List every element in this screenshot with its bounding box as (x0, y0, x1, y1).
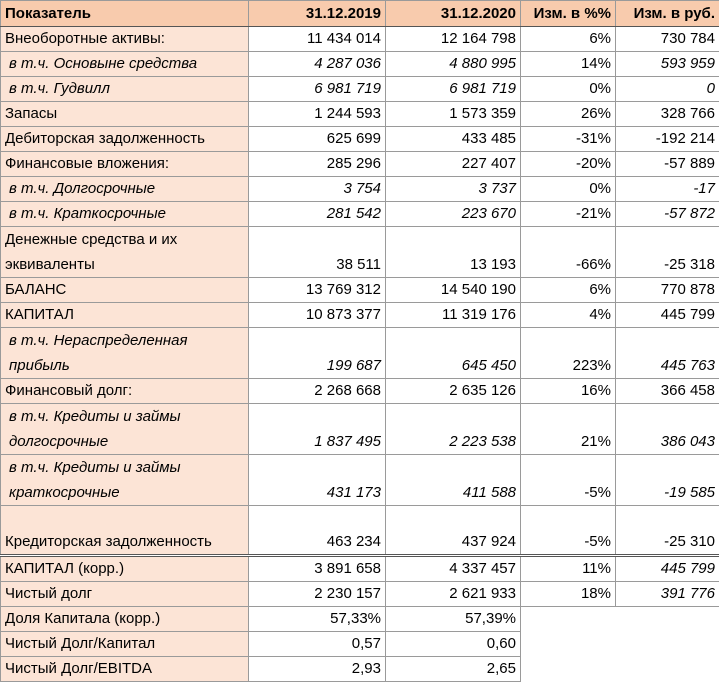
header-2019: 31.12.2019 (249, 1, 386, 27)
change-pct: -5% (521, 455, 616, 506)
row-label: КАПИТАЛ (1, 303, 249, 328)
change-rub: 445 763 (616, 328, 719, 379)
table-row (1, 582, 719, 607)
change-rub: 391 776 (616, 582, 719, 607)
value-2020: 12 164 798 (386, 27, 521, 52)
table-row (1, 227, 719, 278)
change-rub: -25 318 (616, 227, 719, 278)
row-label: Чистый долг (1, 582, 249, 607)
header-2020: 31.12.2020 (386, 1, 521, 27)
change-pct: 0% (521, 77, 616, 102)
value-2020: 2,65 (386, 657, 521, 682)
table-row (1, 27, 719, 52)
empty-cell (521, 607, 719, 632)
change-pct: 16% (521, 379, 616, 404)
value-2020: 57,39% (386, 607, 521, 632)
row-label: Чистый Долг/Капитал (1, 632, 249, 657)
value-2020: 4 880 995 (386, 52, 521, 77)
value-2019: 4 287 036 (249, 52, 386, 77)
change-rub: -25 310 (616, 506, 719, 556)
row-label: в т.ч. Кредиты и займы долгосрочные (1, 404, 249, 455)
change-pct: 6% (521, 27, 616, 52)
value-2019: 2,93 (249, 657, 386, 682)
empty-cell (521, 632, 719, 657)
value-2020: 227 407 (386, 152, 521, 177)
value-2019: 10 873 377 (249, 303, 386, 328)
value-2019: 285 296 (249, 152, 386, 177)
change-pct: 4% (521, 303, 616, 328)
row-label: БАЛАНС (1, 278, 249, 303)
value-2020: 13 193 (386, 227, 521, 278)
value-2019: 463 234 (249, 506, 386, 556)
value-2019: 6 981 719 (249, 77, 386, 102)
table-row (1, 127, 719, 152)
value-2020: 223 670 (386, 202, 521, 227)
table-row (1, 152, 719, 177)
row-label: Денежные средства и их эквиваленты (1, 227, 249, 278)
change-pct: 26% (521, 102, 616, 127)
row-label: Финансовый долг: (1, 379, 249, 404)
change-rub: 445 799 (616, 556, 719, 582)
value-2019: 11 434 014 (249, 27, 386, 52)
change-pct: 21% (521, 404, 616, 455)
value-2020: 3 737 (386, 177, 521, 202)
value-2019: 1 244 593 (249, 102, 386, 127)
value-2020: 0,60 (386, 632, 521, 657)
change-pct: 223% (521, 328, 616, 379)
table-row (1, 506, 719, 556)
value-2019: 0,57 (249, 632, 386, 657)
change-pct: -21% (521, 202, 616, 227)
change-pct: -5% (521, 506, 616, 556)
change-rub: 730 784 (616, 27, 719, 52)
value-2020: 6 981 719 (386, 77, 521, 102)
value-2020: 4 337 457 (386, 556, 521, 582)
row-label: в т.ч. Долгосрочные (1, 177, 249, 202)
value-2019: 2 230 157 (249, 582, 386, 607)
row-label: в т.ч. Основыне средства (1, 52, 249, 77)
change-pct: 18% (521, 582, 616, 607)
value-2019: 3 754 (249, 177, 386, 202)
change-rub: -19 585 (616, 455, 719, 506)
header-row (1, 1, 719, 27)
row-label: Внеоборотные активы: (1, 27, 249, 52)
value-2020: 2 635 126 (386, 379, 521, 404)
value-2020: 437 924 (386, 506, 521, 556)
change-rub: 445 799 (616, 303, 719, 328)
header-change-pct: Изм. в %% (521, 1, 616, 27)
row-label: в т.ч. Гудвилл (1, 77, 249, 102)
value-2019: 431 173 (249, 455, 386, 506)
table-row (1, 278, 719, 303)
table-row (1, 404, 719, 455)
row-label: Запасы (1, 102, 249, 127)
empty-cell (521, 657, 719, 682)
value-2020: 411 588 (386, 455, 521, 506)
row-label: в т.ч. Кредиты и займы краткосрочные (1, 455, 249, 506)
change-pct: -31% (521, 127, 616, 152)
value-2019: 199 687 (249, 328, 386, 379)
change-rub: -192 214 (616, 127, 719, 152)
table-row (1, 607, 719, 632)
change-rub: 328 766 (616, 102, 719, 127)
value-2019: 625 699 (249, 127, 386, 152)
header-indicator: Показатель (1, 1, 249, 27)
change-rub: -57 872 (616, 202, 719, 227)
value-2020: 2 621 933 (386, 582, 521, 607)
row-label: КАПИТАЛ (корр.) (1, 556, 249, 582)
table-row (1, 657, 719, 682)
value-2019: 2 268 668 (249, 379, 386, 404)
value-2020: 14 540 190 (386, 278, 521, 303)
row-label: Кредиторская задолженность (1, 506, 249, 556)
row-label: Финансовые вложения: (1, 152, 249, 177)
value-2019: 281 542 (249, 202, 386, 227)
row-label: Дебиторская задолженность (1, 127, 249, 152)
value-2020: 2 223 538 (386, 404, 521, 455)
change-rub: 770 878 (616, 278, 719, 303)
row-label: в т.ч. Краткосрочные (1, 202, 249, 227)
change-rub: 366 458 (616, 379, 719, 404)
change-pct: -20% (521, 152, 616, 177)
value-2020: 433 485 (386, 127, 521, 152)
change-rub: -17 (616, 177, 719, 202)
row-label: Доля Капитала (корр.) (1, 607, 249, 632)
change-pct: -66% (521, 227, 616, 278)
value-2020: 645 450 (386, 328, 521, 379)
table-row (1, 102, 719, 127)
row-label: в т.ч. Нераспределенная прибыль (1, 328, 249, 379)
change-rub: -57 889 (616, 152, 719, 177)
table-row (1, 556, 719, 582)
value-2019: 13 769 312 (249, 278, 386, 303)
table-row (1, 328, 719, 379)
change-pct: 0% (521, 177, 616, 202)
table-row (1, 632, 719, 657)
table-row (1, 77, 719, 102)
table-row (1, 379, 719, 404)
table-row (1, 52, 719, 77)
row-label: Чистый Долг/EBITDA (1, 657, 249, 682)
table-row (1, 455, 719, 506)
change-rub: 386 043 (616, 404, 719, 455)
change-pct: 6% (521, 278, 616, 303)
table-row (1, 177, 719, 202)
table-row (1, 303, 719, 328)
value-2019: 57,33% (249, 607, 386, 632)
value-2020: 11 319 176 (386, 303, 521, 328)
header-change-rub: Изм. в руб. (616, 1, 719, 27)
change-pct: 14% (521, 52, 616, 77)
change-pct: 11% (521, 556, 616, 582)
table-row (1, 202, 719, 227)
value-2019: 38 511 (249, 227, 386, 278)
change-rub: 593 959 (616, 52, 719, 77)
value-2019: 3 891 658 (249, 556, 386, 582)
value-2019: 1 837 495 (249, 404, 386, 455)
value-2020: 1 573 359 (386, 102, 521, 127)
change-rub: 0 (616, 77, 719, 102)
